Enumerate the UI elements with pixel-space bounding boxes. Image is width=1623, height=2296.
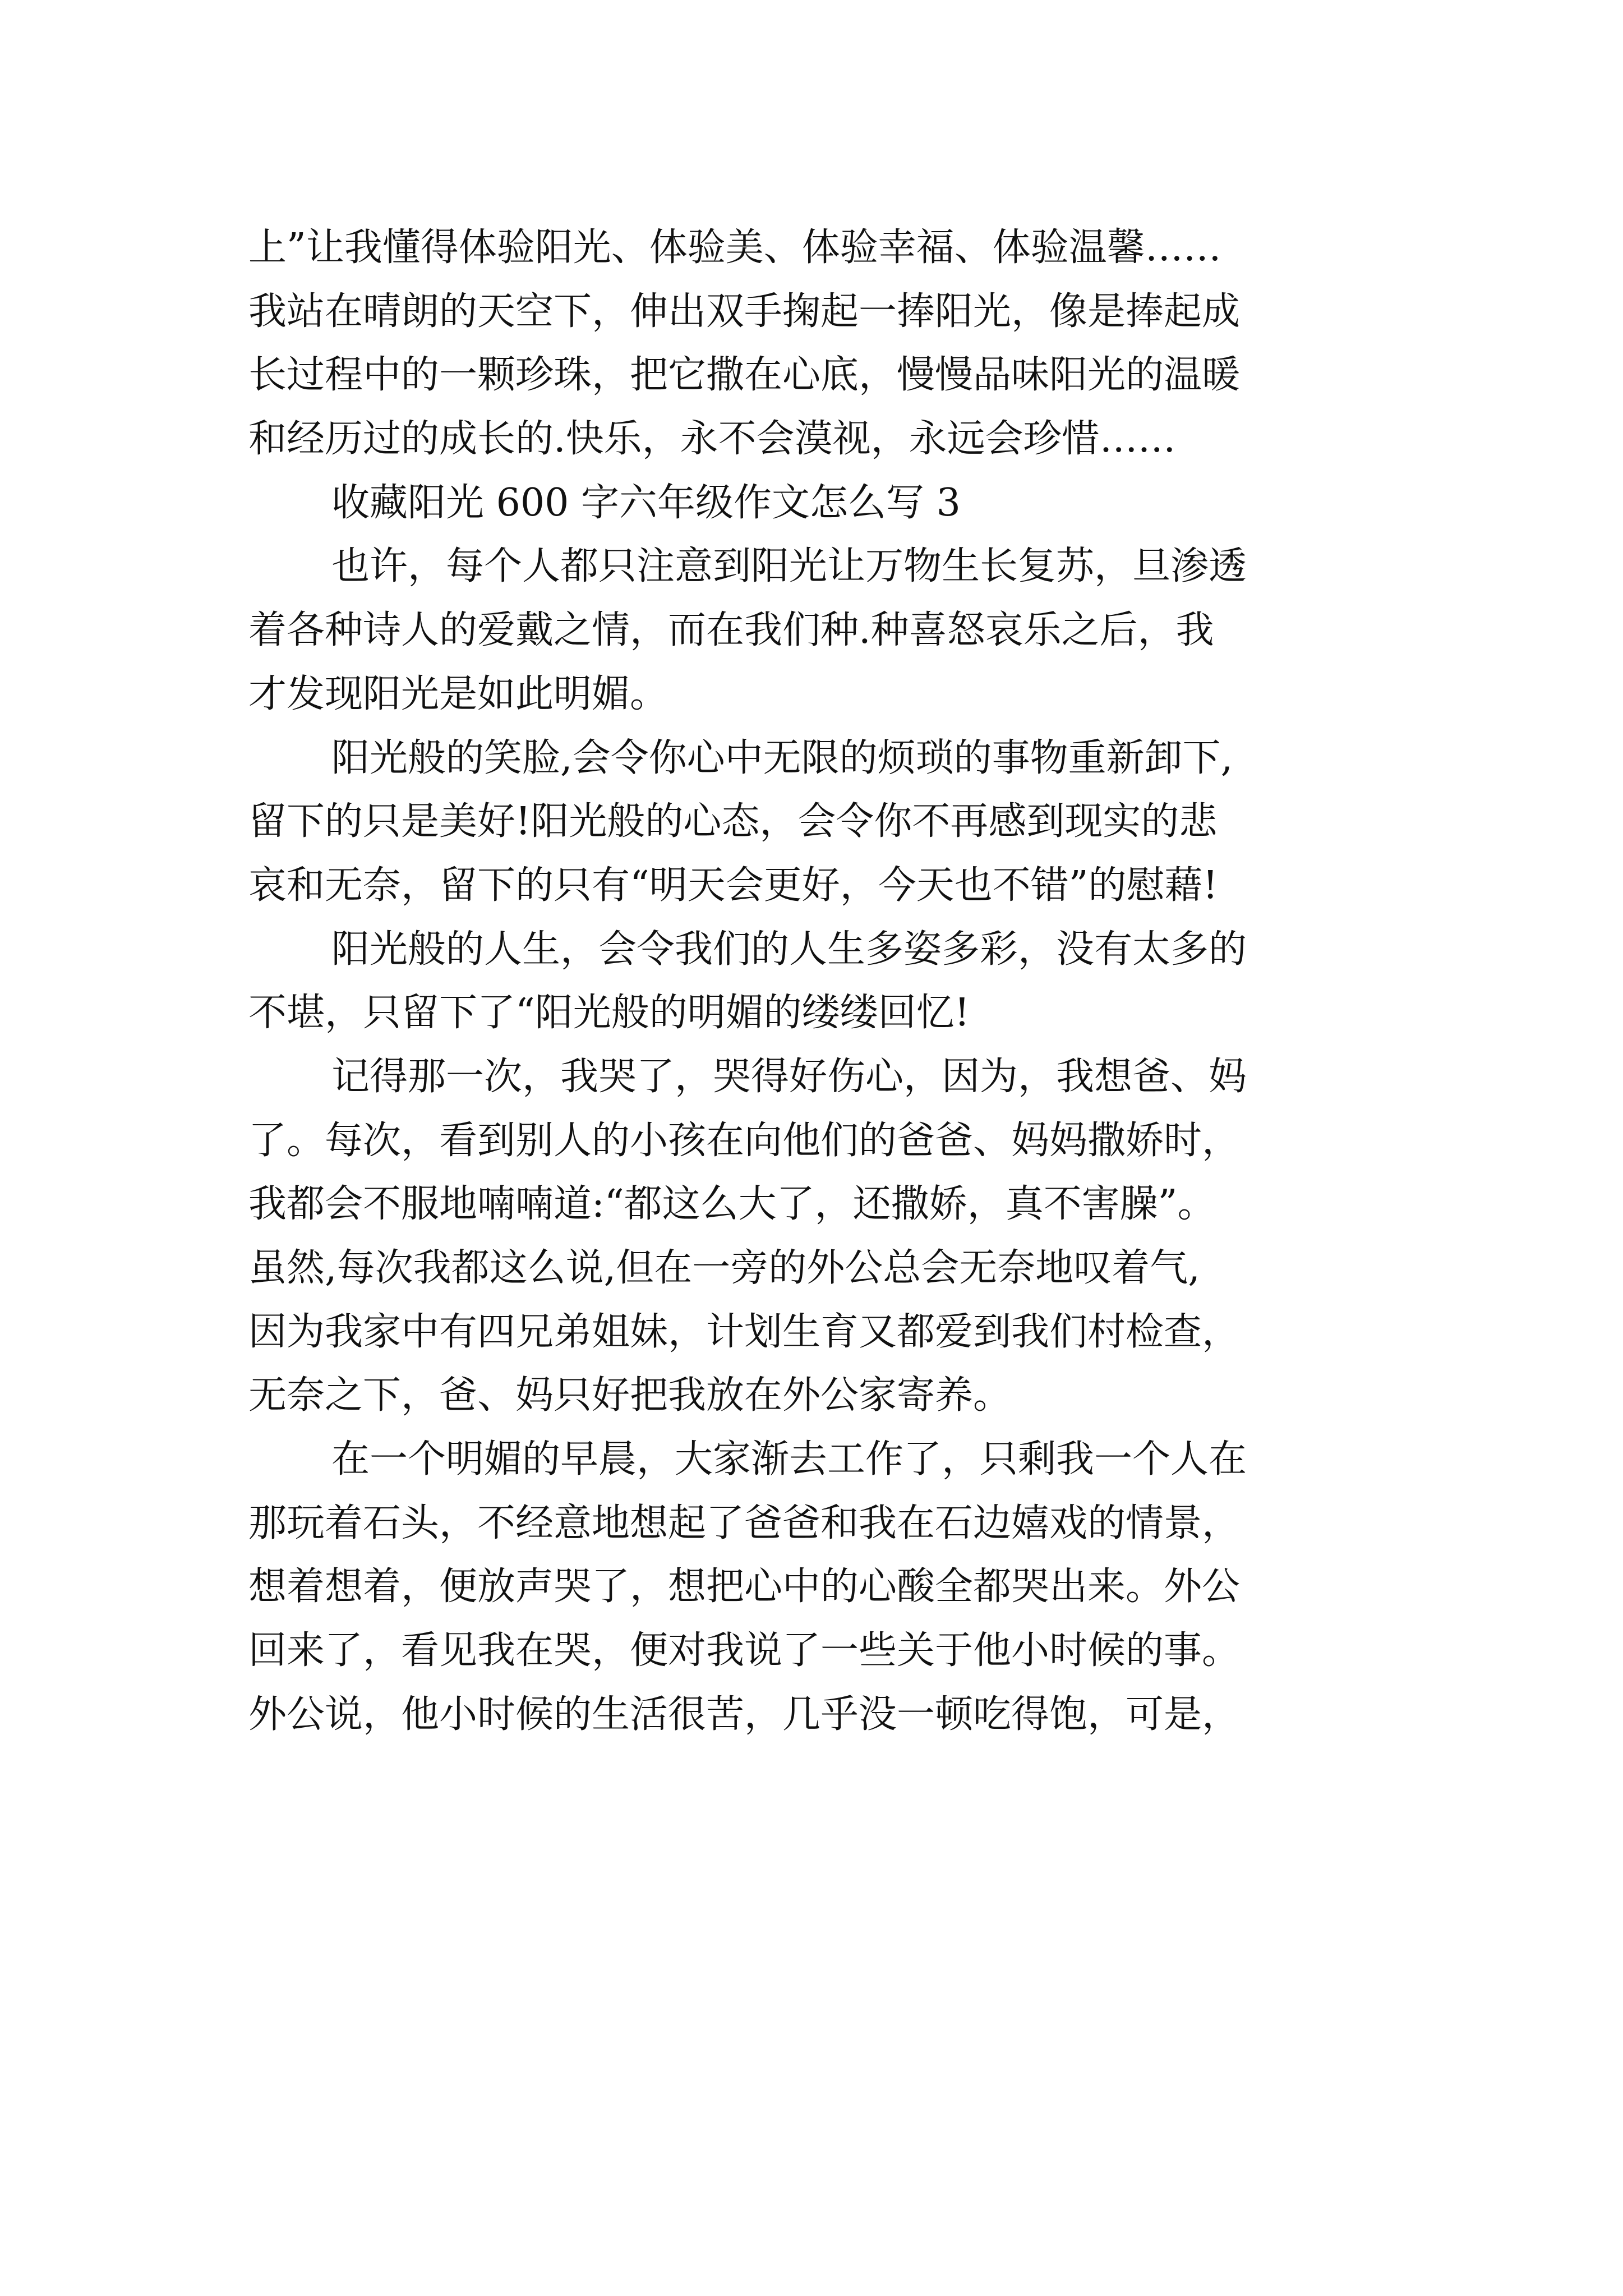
paragraph-first-line: 也许，每个人都只注意到阳光让万物生长复苏，旦渗透	[331, 544, 1247, 589]
essay-body	[248, 216, 1387, 1747]
text-line: 回来了，看见我在哭，便对我说了一些关于他小时候的事。	[248, 1628, 1241, 1673]
text-line: 才发现阳光是如此明媚。	[248, 671, 668, 716]
text-line: 虽然,每次我都这么说,但在一旁的外公总会无奈地叹着气,	[248, 1246, 1200, 1290]
text-line: 了。每次，看到别人的小孩在向他们的爸爸、妈妈撒娇时，	[248, 1118, 1241, 1163]
text-line: 想着想着，便放声哭了，想把心中的心酸全都哭出来。外公	[248, 1565, 1241, 1609]
text-line: 和经历过的成长的.快乐，永不会漠视，永远会珍惜……	[248, 417, 1176, 462]
paragraph-first-line: 记得那一次，我哭了，哭得好伤心，因为，我想爸、妈	[331, 1054, 1247, 1099]
text-line: 因为我家中有四兄弟姐妹，计划生育又都爱到我们村检查，	[248, 1309, 1241, 1354]
text-line: 着各种诗人的爱戴之情，而在我们种.种喜怒哀乐之后，我	[248, 608, 1214, 653]
paragraph-first-line: 阳光般的人生，会令我们的人生多姿多彩，没有太多的	[331, 927, 1247, 972]
text-line: 我站在晴朗的天空下，伸出双手掬起一捧阳光，像是捧起成	[248, 289, 1241, 334]
text-line: 留下的只是美好!阳光般的心态，会令你不再感到现实的悲	[248, 799, 1218, 844]
paragraph-first-line: 阳光般的笑脸,会令你心中无限的烦琐的事物重新卸下,	[331, 735, 1233, 780]
text-line: 那玩着石头，不经意地想起了爸爸和我在石边嬉戏的情景，	[248, 1501, 1241, 1545]
text-line: 我都会不服地喃喃道:“都这么大了，还撒娇，真不害臊”。	[248, 1182, 1216, 1227]
text-line: 外公说，他小时候的生活很苦，几乎没一顿吃得饱，可是，	[248, 1692, 1241, 1737]
section-heading: 收藏阳光 600 字六年级作文怎么写 3	[331, 480, 961, 525]
paragraph-first-line: 在一个明媚的早晨，大家渐去工作了，只剩我一个人在	[331, 1437, 1247, 1482]
text-line: 无奈之下，爸、妈只好把我放在外公家寄养。	[248, 1373, 1012, 1418]
text-line: 上”让我懂得体验阳光、体验美、体验幸福、体验温馨……	[248, 226, 1221, 270]
text-line: 长过程中的一颗珍珠，把它撒在心底，慢慢品味阳光的温暖	[248, 353, 1241, 398]
text-line: 哀和无奈，留下的只有“明天会更好，今天也不错”的慰藉!	[248, 863, 1218, 908]
text-line: 不堪，只留下了“阳光般的明媚的缕缕回忆!	[248, 991, 970, 1036]
